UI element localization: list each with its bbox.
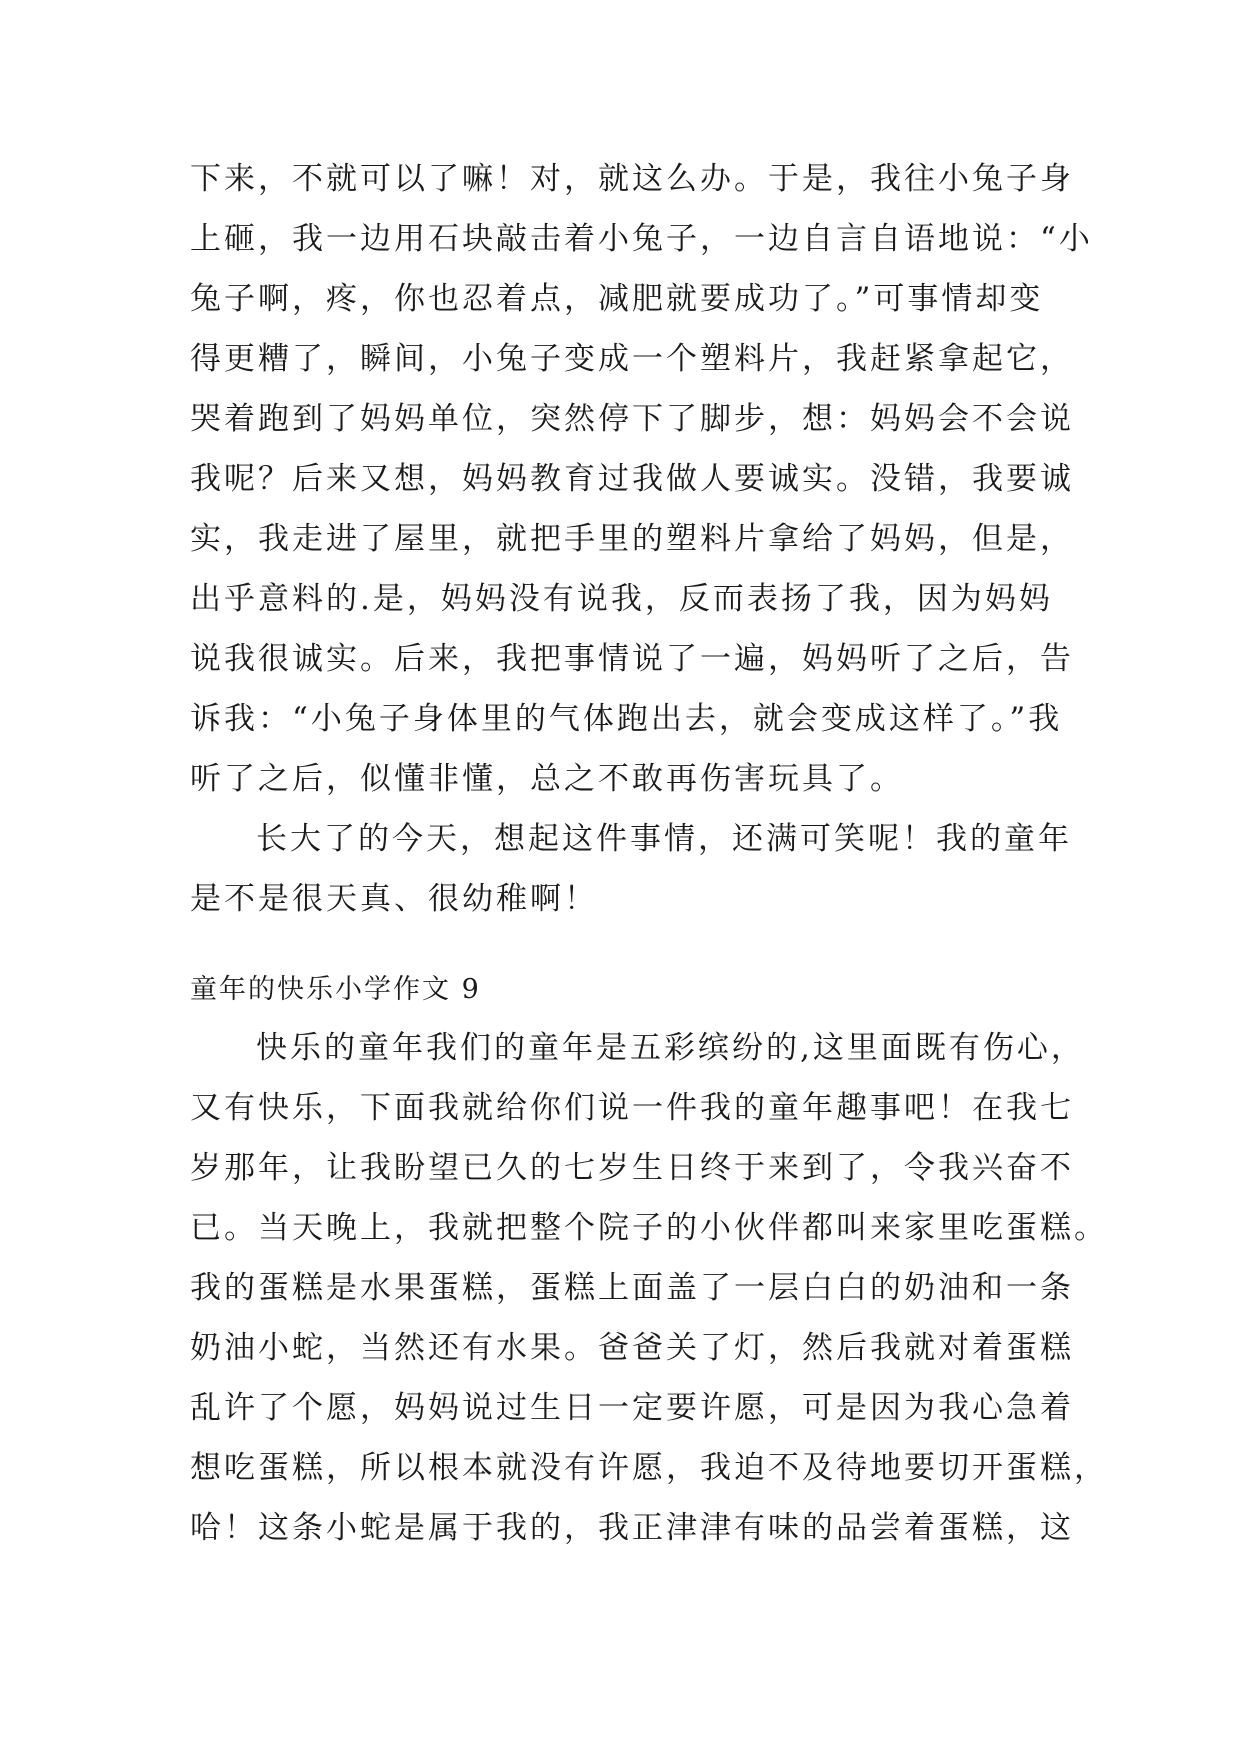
text-line: 出乎意料的.是，妈妈没有说我，反而表扬了我，因为妈妈 (190, 581, 1053, 617)
text-line: 实，我走进了屋里，就把手里的塑料片拿给了妈妈，但是， (190, 521, 1074, 557)
text-line: 我呢？后来又想，妈妈教育过我做人要诚实。没错，我要诚 (190, 461, 1074, 497)
text-line: 我的蛋糕是水果蛋糕，蛋糕上面盖了一层白白的奶油和一条 (190, 1270, 1074, 1306)
text-line: 岁那年，让我盼望已久的七岁生日终于来到了，令我兴奋不 (190, 1150, 1074, 1186)
story-text-top (190, 149, 1093, 929)
section-title: 童年的快乐小学作文 9 (190, 974, 481, 1005)
text-line: 长大了的今天，想起这件事情，还满可笑呢！我的童年 (256, 821, 1072, 857)
text-line: 已。当天晚上，我就把整个院子的小伙伴都叫来家里吃蛋糕。 (190, 1210, 1108, 1246)
text-line: 快乐的童年我们的童年是五彩缤纷的,这里面既有伤心， (256, 1030, 1085, 1066)
text-line: 说我很诚实。后来，我把事情说了一遍，妈妈听了之后，告 (190, 641, 1074, 677)
text-line: 得更糟了，瞬间，小兔子变成一个塑料片，我赶紧拿起它， (190, 341, 1074, 377)
text-line: 想吃蛋糕，所以根本就没有许愿，我迫不及待地要切开蛋糕， (190, 1450, 1108, 1486)
text-line: 哭着跑到了妈妈单位，突然停下了脚步，想：妈妈会不会说 (190, 401, 1074, 437)
story-text-bottom (190, 1018, 1108, 1558)
text-line: 乱许了个愿，妈妈说过生日一定要许愿，可是因为我心急着 (190, 1390, 1074, 1426)
text-line: 又有快乐，下面我就给你们说一件我的童年趣事吧！在我七 (190, 1090, 1074, 1126)
text-line: 兔子啊，疼，你也忍着点，减肥就要成功了。”可事情却变 (190, 281, 1044, 317)
text-line: 诉我：“小兔子身体里的气体跑出去，就会变成这样了。”我 (190, 701, 1063, 737)
text-line: 下来，不就可以了嘛！对，就这么办。于是，我往小兔子身 (190, 161, 1074, 197)
text-line: 上砸，我一边用石块敲击着小兔子，一边自言自语地说：“小 (190, 221, 1093, 257)
text-line: 哈！这条小蛇是属于我的，我正津津有味的品尝着蛋糕，这 (190, 1510, 1074, 1546)
text-line: 是不是很天真、很幼稚啊！ (190, 881, 598, 917)
text-line: 听了之后，似懂非懂，总之不敢再伤害玩具了。 (190, 761, 904, 797)
text-line: 奶油小蛇，当然还有水果。爸爸关了灯，然后我就对着蛋糕 (190, 1330, 1074, 1366)
